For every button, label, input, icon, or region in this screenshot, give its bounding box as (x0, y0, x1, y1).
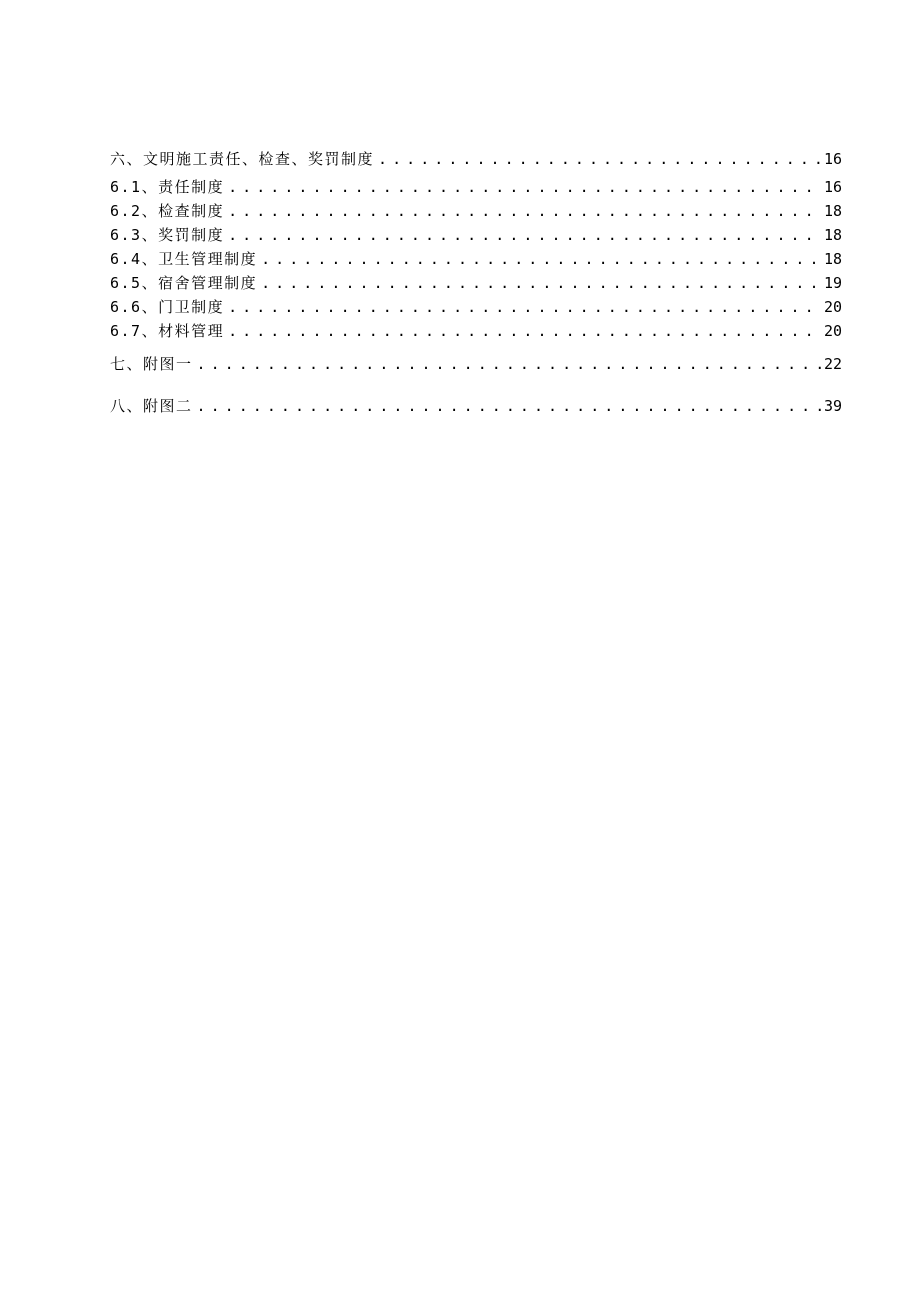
toc-entry-page: 22 (823, 355, 842, 373)
table-of-contents (110, 145, 842, 423)
toc-entry-label: 6.7、材料管理 (110, 322, 225, 340)
toc-entry-6-4[interactable] (110, 245, 842, 269)
toc-dot-leader (228, 297, 822, 317)
toc-entry-label: 八、附图二 (110, 397, 193, 415)
toc-entry-label: 6.6、门卫制度 (110, 298, 225, 316)
toc-dot-leader (261, 249, 822, 269)
toc-entry-label: 6.3、奖罚制度 (110, 226, 225, 244)
toc-entry-page: 18 (823, 250, 842, 268)
toc-dot-leader (228, 321, 822, 341)
toc-entry-label: 6.1、责任制度 (110, 178, 225, 196)
toc-entry-label: 6.5、宿舍管理制度 (110, 274, 258, 292)
toc-dot-leader (228, 177, 822, 197)
toc-entry-6-1[interactable] (110, 173, 842, 197)
toc-entry-6-2[interactable] (110, 197, 842, 221)
toc-entry-page: 18 (823, 226, 842, 244)
toc-entry-label: 6.4、卫生管理制度 (110, 250, 258, 268)
toc-entry-page: 20 (823, 322, 842, 340)
toc-entry-6-5[interactable] (110, 269, 842, 293)
toc-entry-6-7[interactable] (110, 317, 842, 341)
toc-entry-page: 19 (823, 274, 842, 292)
toc-entry-label: 七、附图一 (110, 355, 193, 373)
toc-dot-leader (228, 225, 822, 245)
toc-entry-chapter-8[interactable] (110, 389, 842, 423)
toc-entry-page: 16 (823, 150, 842, 168)
toc-dot-leader (228, 201, 822, 221)
toc-entry-chapter-7[interactable] (110, 347, 842, 381)
toc-entry-label: 六、文明施工责任、检查、奖罚制度 (110, 150, 375, 168)
toc-dot-leader (197, 396, 822, 416)
toc-entry-page: 20 (823, 298, 842, 316)
toc-dot-leader (378, 149, 822, 169)
toc-entry-page: 39 (823, 397, 842, 415)
toc-dot-leader (261, 273, 822, 293)
toc-entry-page: 18 (823, 202, 842, 220)
toc-dot-leader (197, 354, 822, 374)
toc-entry-page: 16 (823, 178, 842, 196)
toc-entry-label: 6.2、检查制度 (110, 202, 225, 220)
toc-entry-chapter-6[interactable] (110, 145, 842, 173)
toc-entry-6-6[interactable] (110, 293, 842, 317)
toc-entry-6-3[interactable] (110, 221, 842, 245)
